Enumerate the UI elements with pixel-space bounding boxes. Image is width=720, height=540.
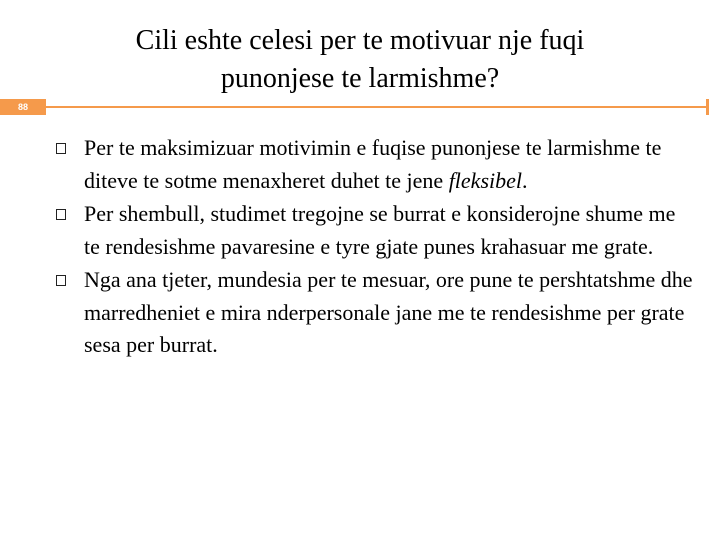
bullet-item-3 [54,264,694,362]
bullet-2-text: Per shembull, studimet tregojne se burrat e konsiderojne shume me te rendesishme pavaresine e tyre gjate punes krahasuar me grate. [84,201,676,259]
hollow-square-bullet-icon [56,209,66,220]
divider-line [46,106,708,108]
slide-number: 88 [17,102,28,112]
title-divider [0,99,720,115]
bullet-1-text: Per te maksimizuar motivimin e fuqise punonjese te larmishme te diteve te sotme menaxheret duhet te jene [84,135,662,193]
slide-title-line-1: Cili eshte celesi per te motivuar nje fuqi [135,25,585,56]
bullet-3-text: Nga ana tjeter, mundesia per te mesuar, ore pune te pershtatshme dhe marredheniet e mira nderpersonale jane me te rendesishme per grate sesa per burrat. [84,267,693,357]
slide-title [40,22,680,98]
hollow-square-bullet-icon [56,275,66,286]
bullet-1-emphasis: fleksibel [448,167,522,193]
bullet-1-tail: . [522,167,528,193]
slide-title-line-2: punonjese te larmishme? [220,63,500,94]
bullet-item-1 [54,132,694,197]
divider-end-tick [706,99,709,115]
bullet-list [54,132,694,363]
bullet-item-2 [54,198,694,263]
hollow-square-bullet-icon [56,143,66,154]
